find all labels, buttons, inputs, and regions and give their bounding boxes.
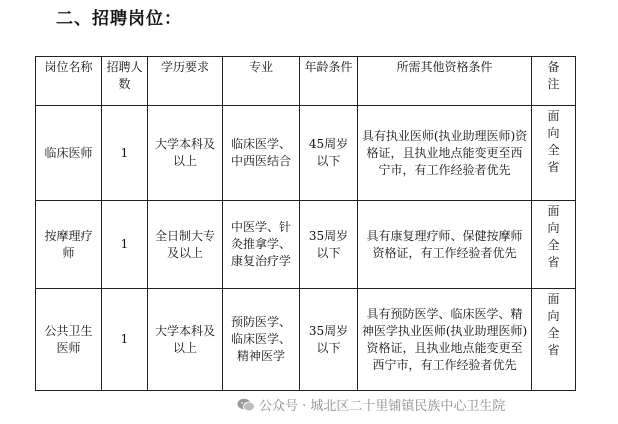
header-note <box>532 57 576 106</box>
header-position: 岗位名称 <box>36 57 102 106</box>
table-row <box>36 289 576 391</box>
wechat-icon <box>237 398 255 412</box>
cell-qualification: 具有执业医师(执业助理医师)资格证，且执业地点能变更至西宁市，有工作经验者优先 <box>358 106 532 201</box>
cell-count: 1 <box>102 289 148 391</box>
cell-count: 1 <box>102 201 148 289</box>
header-note-text: 备注 <box>547 60 560 91</box>
table-row <box>36 106 576 201</box>
cell-position: 临床医师 <box>36 106 102 201</box>
cell-age: 35周岁以下 <box>300 201 358 289</box>
cell-note <box>532 201 576 289</box>
header-education: 学历要求 <box>148 57 223 106</box>
watermark <box>237 395 505 414</box>
cell-note <box>532 289 576 391</box>
cell-note-text: 面向全省 <box>547 109 560 174</box>
watermark-text: 公众号 · 城北区二十里铺镇民族中心卫生院 <box>259 399 506 414</box>
cell-education: 大学本科及以上 <box>148 289 223 391</box>
table-header-row <box>36 57 576 106</box>
header-age: 年龄条件 <box>300 57 358 106</box>
header-count: 招聘人数 <box>102 57 148 106</box>
header-major: 专业 <box>223 57 300 106</box>
cell-position: 按摩理疗师 <box>36 201 102 289</box>
cell-education: 大学本科及以上 <box>148 106 223 201</box>
header-qualification: 所需其他资格条件 <box>358 57 532 106</box>
cell-position: 公共卫生医师 <box>36 289 102 391</box>
cell-age: 45周岁以下 <box>300 106 358 201</box>
cell-major: 中医学、针灸推拿学、康复治疗学 <box>223 201 300 289</box>
section-heading: 二、招聘岗位： <box>56 9 182 29</box>
cell-count: 1 <box>102 106 148 201</box>
cell-education: 全日制大专及以上 <box>148 201 223 289</box>
cell-note-text: 面向全省 <box>547 204 560 269</box>
cell-qualification: 具有康复理疗师、保健按摩师资格证，有工作经验者优先 <box>358 201 532 289</box>
cell-qualification: 具有预防医学、临床医学、精神医学执业医师(执业助理医师)资格证，且执业地点能变更至西宁市，有工作经验者优先 <box>358 289 532 391</box>
table-row <box>36 201 576 289</box>
cell-note <box>532 106 576 201</box>
cell-note-text: 面向全省 <box>547 292 560 357</box>
recruitment-table <box>35 56 576 391</box>
cell-age: 35周岁以下 <box>300 289 358 391</box>
cell-major: 临床医学、中西医结合 <box>223 106 300 201</box>
cell-major: 预防医学、临床医学、精神医学 <box>223 289 300 391</box>
